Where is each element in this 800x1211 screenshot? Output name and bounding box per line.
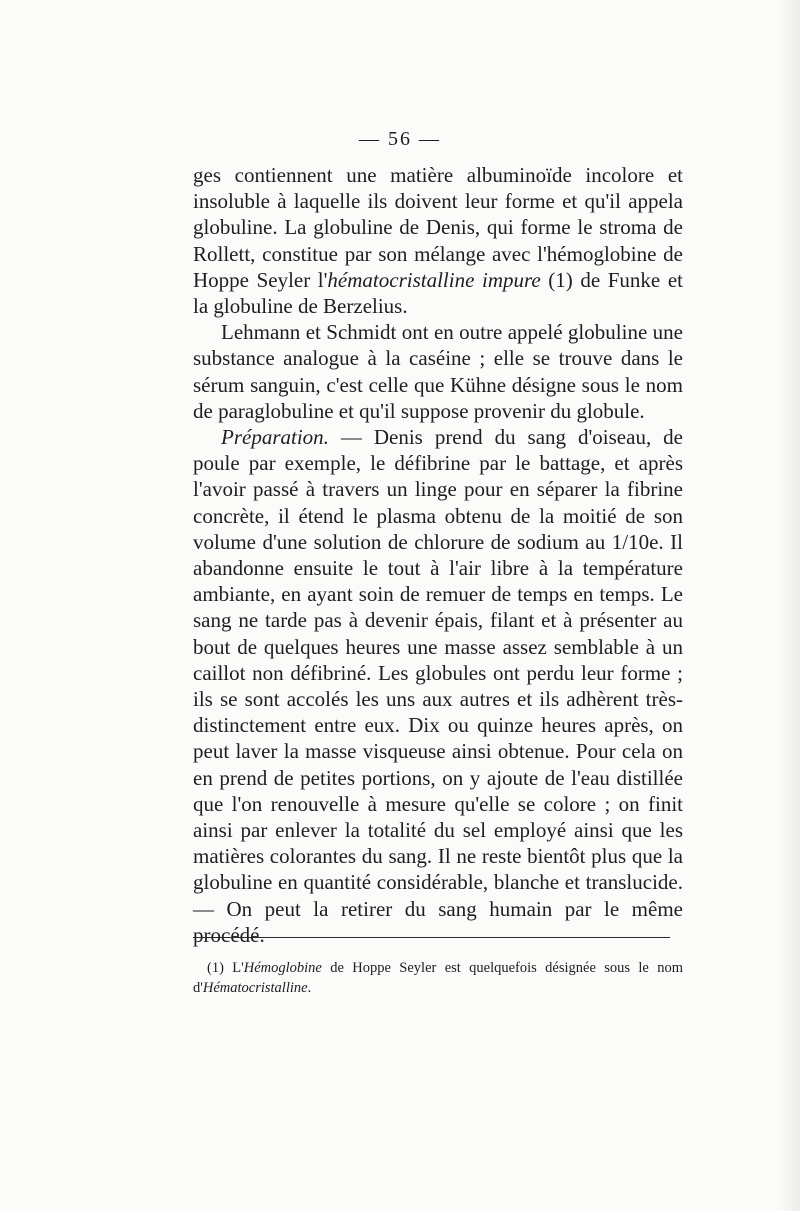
paragraph-1-italic: hématocristalline impure [327,267,541,292]
paragraph-3 [193,424,683,948]
footnote-middle: de Hoppe Seyler est quelquefois désignée sous le nom d' [193,960,683,996]
page-edge-shadow [778,0,800,1211]
footnote-divider [193,937,670,938]
paragraph-1 [193,162,683,319]
footnote-italic-2: Hématocristalline [202,980,308,996]
paragraph-2 [193,319,683,424]
footnote-end: . [307,980,312,996]
paragraph-1-rest: (1) de Funke et la globuline de Berzelius. [193,267,683,319]
page-number: — 56 — [359,128,441,150]
body-text [193,162,683,948]
footnote [193,958,683,998]
paragraph-2-text: Lehmann et Schmidt ont en outre appelé globuline une substance analogue à la caséine ; elle se trouve dans le sérum sanguin, c'est celle que Kühne désigne sous le nom de paraglobuline et qu'il suppose provenir du globule. [193,320,683,423]
footnote-marker: (1) L' [207,960,244,976]
paragraph-1-text: ges contiennent une matière albuminoïde incolore et insoluble à laquelle ils doivent leur forme et qu'il appela globuline. La globuline de Denis, qui forme le stroma de Rollett, constitue par son mélange avec l'hémoglobine de Hoppe Seyler l' [193,163,683,292]
footnote-italic-1: Hémoglobine [243,960,322,976]
paragraph-3-rest: — Denis prend du sang d'oiseau, de poule par exemple, le défibrine par le battage, et après l'avoir passé à travers un linge pour en séparer la fibrine concrète, il étend le plasma obtenu de la moitié de son volume d'une solution de chlorure de sodium au 1/10e. Il abandonne ensuite le tout à l'air libre à la température ambiante, en ayant soin de remuer de temps en temps. Le sang ne tarde pas à devenir épais, filant et à présenter au bout de quelques heures une masse assez semblable à un caillot non défibriné. Les globules ont perdu leur forme ; ils se sont accolés les uns aux autres et ils adhèrent très-distinctement entre eux. Dix ou quinze heures après, on peut laver la masse visqueuse ainsi obtenue. Pour cela on en prend de petites portions, on y ajoute de l'eau distillée que l'on renouvelle à mesure qu'elle se colore ; on finit ainsi par enlever la totalité du sel employé ainsi que les matières colorantes du sang. Il ne reste bientôt plus que la globuline en quantité considérable, blanche et translucide. — On peut la retirer du sang humain par le même procédé. [193,425,683,947]
preparation-heading: Préparation. [221,425,329,450]
